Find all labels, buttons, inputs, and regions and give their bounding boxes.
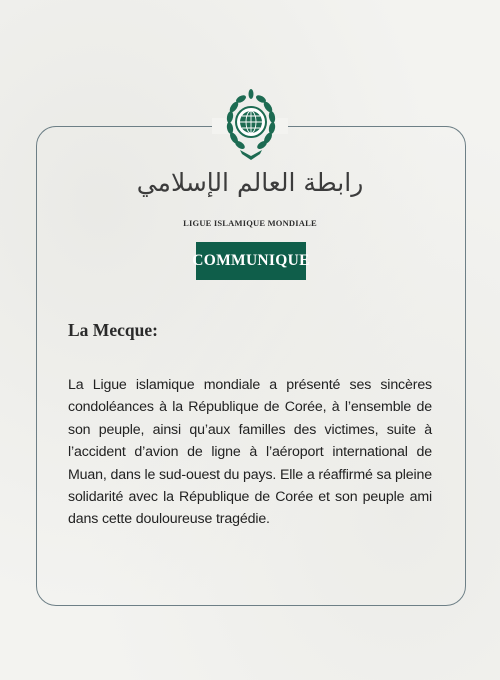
communique-badge xyxy=(192,242,310,280)
organization-name: LIGUE ISLAMIQUE MONDIALE xyxy=(183,218,317,228)
communique-body: La Ligue islamique mondiale a présenté ses sincères condoléances à la République de Corée, à l’ensemble de son peuple, ainsi qu’aux familles des victimes, suite à l’accident d’avion de ligne à l’aéroport international de Muan, dans le sud-ouest du pays. Elle a réaffirmé sa pleine solidarité avec la République de Corée et son peuple ami dans cette douloureuse tragédie. xyxy=(68,377,432,528)
location-heading: La Mecque: xyxy=(68,320,158,340)
communique-badge-label: COMMUNIQUE xyxy=(192,252,310,269)
arabic-organization-name: رابطة العالم الإسلامي xyxy=(136,168,364,197)
communique-frame xyxy=(36,126,466,606)
globe-wreath-emblem-icon xyxy=(222,88,280,166)
